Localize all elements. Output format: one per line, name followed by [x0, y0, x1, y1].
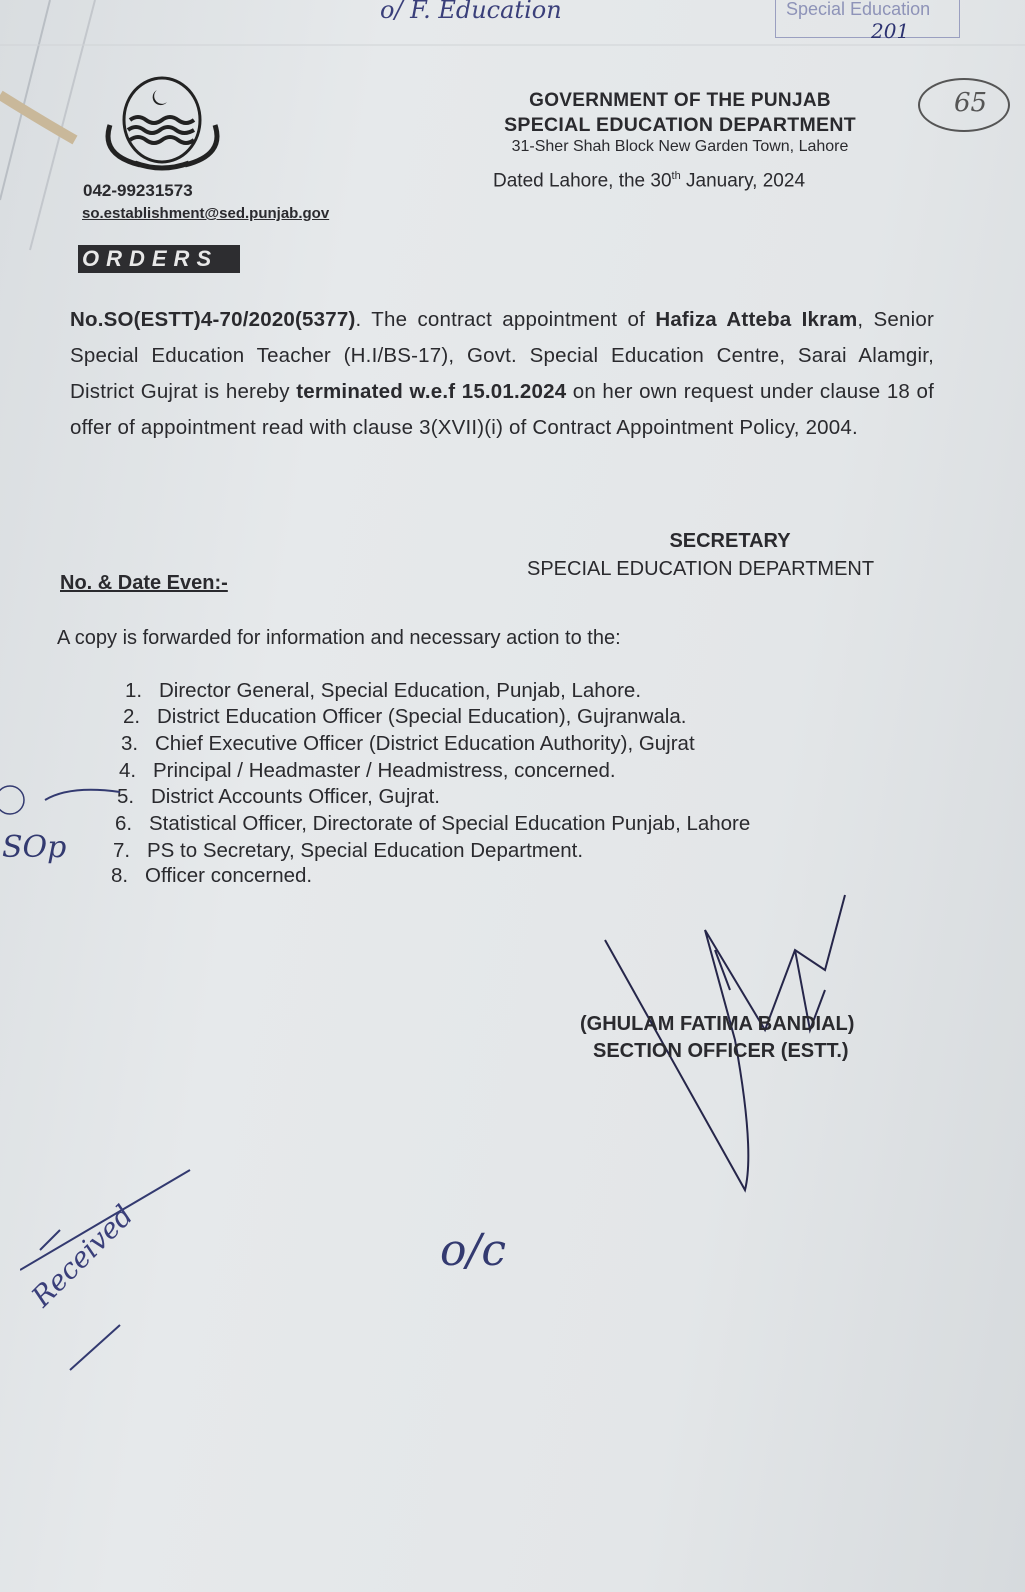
order-number: No.SO(ESTT)4-70/2020(5377) — [70, 308, 356, 331]
email-address: so.establishment@sed.punjab.gov — [82, 205, 330, 222]
punjab-government-logo — [95, 75, 230, 175]
date-sup: th — [671, 170, 681, 182]
no-date-even: No. & Date Even:- — [60, 572, 228, 594]
list-item — [115, 812, 750, 836]
secretary-title: SECRETARY — [669, 530, 791, 552]
list-item — [117, 785, 440, 809]
dated-line — [493, 170, 805, 192]
termination-date: terminated w.e.f 15.01.2024 — [296, 380, 567, 403]
phone-number: 042-99231573 — [83, 181, 193, 200]
item-text: Statistical Officer, Directorate of Special Education Punjab, Lahore — [149, 812, 751, 835]
page-number-circle — [918, 78, 1010, 132]
list-item — [119, 759, 616, 783]
letterhead-government: GOVERNMENT OF THE PUNJAB — [529, 90, 831, 111]
margin-note-sop: SOp — [2, 830, 67, 865]
handwritten-received: Received — [25, 1198, 140, 1314]
item-number: 6. — [115, 812, 133, 835]
item-number: 7. — [113, 839, 131, 862]
item-text: Principal / Headmaster / Headmistress, concerned. — [153, 759, 616, 782]
item-text: Director General, Special Education, Punjab, Lahore. — [159, 679, 642, 702]
list-item — [113, 839, 583, 863]
item-text: District Accounts Officer, Gujrat. — [151, 785, 440, 808]
item-number: 2. — [123, 705, 141, 728]
received-stamp — [775, 0, 960, 43]
letterhead-department: SPECIAL EDUCATION DEPARTMENT — [504, 114, 856, 136]
copy-forwarded-line: A copy is forwarded for information and necessary action to the: — [57, 627, 621, 649]
list-item — [123, 705, 686, 729]
list-item — [125, 679, 641, 703]
order-text-2: , Senior Special Education Teacher (H.I/BS-17), Govt. Special Education Centre, Sarai Alamgir, District Gujrat is hereby — [70, 308, 934, 403]
employee-name: Hafiza Atteba Ikram — [655, 308, 858, 331]
item-number: 3. — [121, 732, 139, 755]
stamp-number: 201 — [871, 19, 910, 43]
item-text: PS to Secretary, Special Education Department. — [147, 839, 584, 862]
item-text: District Education Officer (Special Education), Gujranwala. — [157, 705, 687, 728]
item-text: Officer concerned. — [145, 864, 313, 887]
item-number: 8. — [111, 864, 129, 887]
stamp-title: Special Education — [786, 0, 931, 19]
order-text-1: . The contract appointment of — [355, 308, 656, 331]
orders-heading: ORDERS — [78, 245, 240, 273]
page-number: 65 — [954, 88, 988, 118]
item-number: 5. — [117, 785, 135, 808]
list-item — [121, 732, 695, 756]
signatory-title: SECTION OFFICER (ESTT.) — [593, 1040, 849, 1062]
list-item — [111, 864, 312, 888]
date-prefix: Dated Lahore, the 30 — [493, 170, 672, 192]
signatory-name: (GHULAM FATIMA BANDIAL) — [580, 1013, 855, 1035]
date-suffix: January, 2024 — [680, 170, 806, 192]
letterhead-address: 31-Sher Shah Block New Garden Town, Lahore — [511, 138, 849, 155]
order-paragraph — [70, 302, 934, 446]
item-text: Chief Executive Officer (District Education Authority), Gujrat — [155, 732, 695, 755]
handwritten-top-note: o/ F. Education — [380, 0, 562, 24]
secretary-department: SPECIAL EDUCATION DEPARTMENT — [527, 558, 875, 580]
item-number: 1. — [125, 679, 143, 702]
order-text-3: on her own request under clause 18 of offer of appointment read with clause 3(XVII)(i) of Contract Appointment Policy, 2004. — [70, 380, 934, 439]
item-number: 4. — [119, 759, 137, 782]
margin-tick-mark — [0, 780, 130, 820]
handwritten-oc: o/c — [440, 1225, 506, 1276]
